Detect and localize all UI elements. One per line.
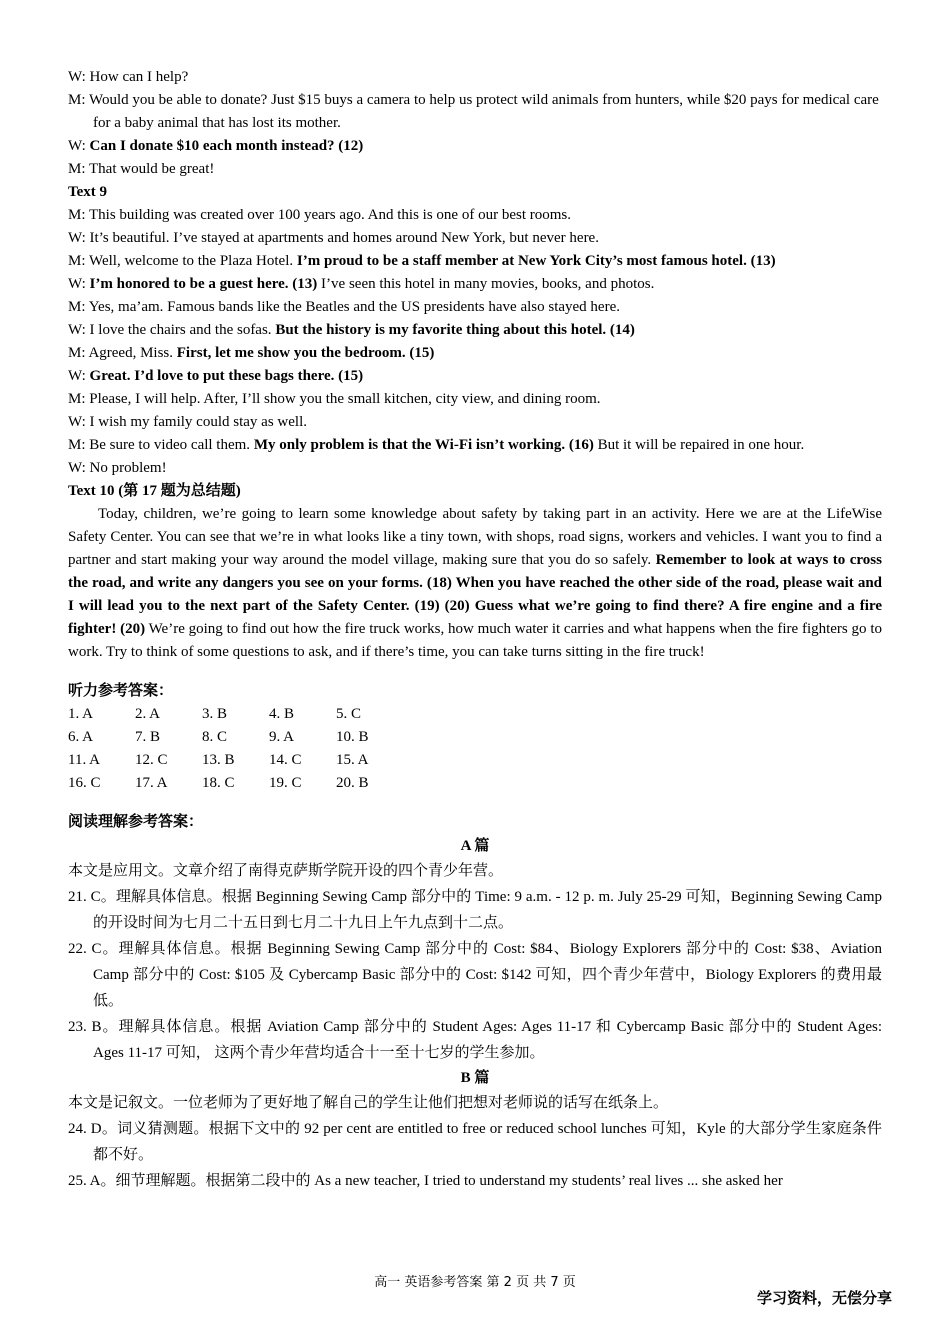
answer-cell: 11. A [68, 752, 100, 768]
dialogue-speaker: M: [68, 161, 86, 177]
dialogue-line [68, 388, 882, 411]
answer-cell: 3. B [202, 706, 228, 722]
text9-title: Text 9 [68, 184, 108, 200]
answer-cell: 2. A [135, 706, 161, 722]
answer-cell: 16. C [68, 775, 101, 791]
dialogue-speaker: W: [68, 414, 86, 430]
dialogue-speaker: W: [68, 276, 86, 292]
document-page [68, 66, 882, 1194]
dialogue-speaker: W: [68, 138, 86, 154]
dialogue-plain: Would you be able to donate? Just $15 buys a camera to help us protect wild animals from hunters, while $20 pays for medical care for a baby animal that has lost its mother. [85, 92, 879, 131]
dialogue-line [68, 434, 882, 457]
text10-plain-2: We’re going to find out how the fire truck works, how much water it carries and what happens when the fire fighters go to work. Try to think of some questions to ask, and if there’s time, you can take turns sitting in the fire truck! [68, 621, 882, 660]
dialogue-line [68, 319, 882, 342]
dialogue-speaker: W: [68, 460, 86, 476]
answer-cell: 20. B [336, 775, 369, 791]
dialogue-speaker: M: [68, 345, 86, 361]
dialogue-line [68, 250, 882, 273]
dialogue-plain: I wish my family could stay as well. [85, 414, 307, 430]
dialogue-bold: Great. I’d love to put these bags there. (15) [89, 368, 364, 384]
answer-cell: 10. B [336, 729, 369, 745]
answer-item-22: 22. C。理解具体信息。根据 Beginning Sewing Camp 部分中的 Cost: $84、Biology Explorers 部分中的 Cost: $38、Aviation Camp 部分中的 Cost: $105 及 Cybercamp Basic 部分中的 Cost: $142 可知，四个青少年营中，Biology Explorers 的费用最低。 [68, 941, 882, 1009]
listening-answers-title: 听力参考答案： [68, 683, 174, 699]
answer-cell: 15. A [336, 752, 369, 768]
dialogue-line [68, 411, 882, 434]
answer-cell: 6. A [68, 729, 94, 745]
dialogue-bold: But the history is my favorite thing about this hotel. (14) [275, 322, 635, 338]
reading-answers-title: 阅读理解参考答案： [68, 814, 204, 830]
dialogue-line [68, 66, 882, 89]
dialogue-tail: I’ve seen this hotel in many movies, books, and photos. [317, 276, 655, 292]
answer-cell: 4. B [269, 706, 295, 722]
answer-cell: 8. C [202, 729, 228, 745]
dialogue-plain: Agreed, Miss. [85, 345, 177, 361]
dialogue-line [68, 273, 882, 296]
answer-row [68, 703, 403, 726]
dialogue-bold: First, let me show you the bedroom. (15) [176, 345, 435, 361]
section-b-intro: 本文是记叙文。一位老师为了更好地了解自己的学生让他们把想对老师说的话写在纸条上。 [68, 1095, 669, 1111]
dialogue-speaker: M: [68, 207, 86, 223]
answer-item-23: 23. B。理解具体信息。根据 Aviation Camp 部分中的 Student Ages: Ages 11-17 和 Cybercamp Basic 部分中的 Student Ages: Ages 11-17 可知， 这两个青少年营均适合十一至十七岁的学生参加。 [68, 1019, 882, 1061]
dialogue-bold: I’m proud to be a staff member at New York City’s most famous hotel. (13) [296, 253, 776, 269]
dialogue-line [68, 204, 882, 227]
dialogue-plain: That would be great! [85, 161, 215, 177]
dialogue-bold: My only problem is that the Wi-Fi isn’t working. (16) [253, 437, 594, 453]
section-b-title: B 篇 [460, 1070, 490, 1086]
dialogue-line [68, 158, 882, 181]
dialogue-plain: It’s beautiful. I’ve stayed at apartments and homes around New York, but never here. [85, 230, 599, 246]
answer-cell: 9. A [269, 729, 295, 745]
answer-cell: 7. B [135, 729, 161, 745]
dialogue-speaker: W: [68, 230, 86, 246]
dialogue-speaker: M: [68, 92, 86, 108]
answer-item-24: 24. D。词义猜测题。根据下文中的 92 per cent are entitled to free or reduced school lunches 可知，Kyle 的大部分学生家庭条件都不好。 [68, 1121, 882, 1163]
answer-item-25: 25. A。细节理解题。根据第二段中的 As a new teacher, I tried to understand my students’ real lives ... she asked her [68, 1173, 783, 1189]
dialogue-plain: Please, I will help. After, I’ll show you the small kitchen, city view, and dining room. [85, 391, 601, 407]
answer-cell: 17. A [135, 775, 168, 791]
answer-item-21: 21. C。理解具体信息。根据 Beginning Sewing Camp 部分中的 Time: 9 a.m. - 12 p. m. July 25-29 可知，Beginning Sewing Camp 的开设时间为七月二十五日到七月二十九日上午九点到十二点。 [68, 889, 882, 931]
text10-plain-1: Today, children, we’re going to learn some knowledge about safety by taking part in an activity. Here we are at the LifeWise Safety Center. You can see that we’re in what looks like a tiny town, with shops, road signs, workers and vehicles. I want you to find a partner and start making your way around the model village, making sure that you do so safely. [68, 506, 882, 568]
listening-answers-table [68, 703, 403, 795]
dialogue-speaker: W: [68, 322, 86, 338]
dialogue-line [68, 342, 882, 365]
dialogue-plain: Be sure to video call them. [85, 437, 254, 453]
answer-cell: 18. C [202, 775, 235, 791]
dialogue-block-text8 [68, 66, 882, 181]
section-a-title: A 篇 [460, 838, 490, 854]
dialogue-line [68, 457, 882, 480]
dialogue-line [68, 135, 882, 158]
dialogue-plain: How can I help? [85, 69, 189, 85]
page-footer: 高一 英语参考答案 第 2 页 共 7 页 [374, 1275, 576, 1290]
dialogue-block-text9 [68, 204, 882, 480]
answer-cell: 1. A [68, 706, 94, 722]
dialogue-tail: But it will be repaired in one hour. [593, 437, 805, 453]
dialogue-speaker: W: [68, 69, 86, 85]
section-a-intro: 本文是应用文。文章介绍了南得克萨斯学院开设的四个青少年营。 [68, 863, 504, 879]
answer-row [68, 772, 403, 795]
dialogue-speaker: M: [68, 437, 86, 453]
share-note: 学习资料，无偿分享 [756, 1289, 892, 1307]
answer-cell: 12. C [135, 752, 168, 768]
dialogue-plain: Yes, ma’am. Famous bands like the Beatles and the US presidents have also stayed here. [85, 299, 620, 315]
dialogue-speaker: M: [68, 299, 86, 315]
text10-title: Text 10 (第 17 题为总结题) [68, 483, 241, 499]
dialogue-speaker: M: [68, 391, 86, 407]
answer-cell: 5. C [336, 706, 362, 722]
dialogue-plain: No problem! [85, 460, 167, 476]
dialogue-plain: Well, welcome to the Plaza Hotel. [85, 253, 297, 269]
text10-paragraph [68, 503, 882, 664]
dialogue-plain: This building was created over 100 years ago. And this is one of our best rooms. [85, 207, 571, 223]
dialogue-line [68, 227, 882, 250]
dialogue-speaker: M: [68, 253, 86, 269]
dialogue-line [68, 89, 882, 135]
answer-cell: 14. C [269, 752, 302, 768]
dialogue-speaker: W: [68, 368, 86, 384]
dialogue-line [68, 296, 882, 319]
dialogue-line [68, 365, 882, 388]
answer-cell: 13. B [202, 752, 235, 768]
dialogue-bold: Can I donate $10 each month instead? (12) [89, 138, 364, 154]
answer-row [68, 726, 403, 749]
answer-cell: 19. C [269, 775, 302, 791]
answer-row [68, 749, 403, 772]
dialogue-bold: I’m honored to be a guest here. (13) [89, 276, 318, 292]
text10-bold: Remember to look at ways to cross the road, and write any dangers you see on your forms. (18) When you have reached the other side of the road, please wait and I will lead you to the next part of the Safety Center. (19) (20) Guess what we’re going to find there? A fire engine and a fire fighter! (20) [68, 552, 882, 637]
dialogue-plain: I love the chairs and the sofas. [85, 322, 276, 338]
